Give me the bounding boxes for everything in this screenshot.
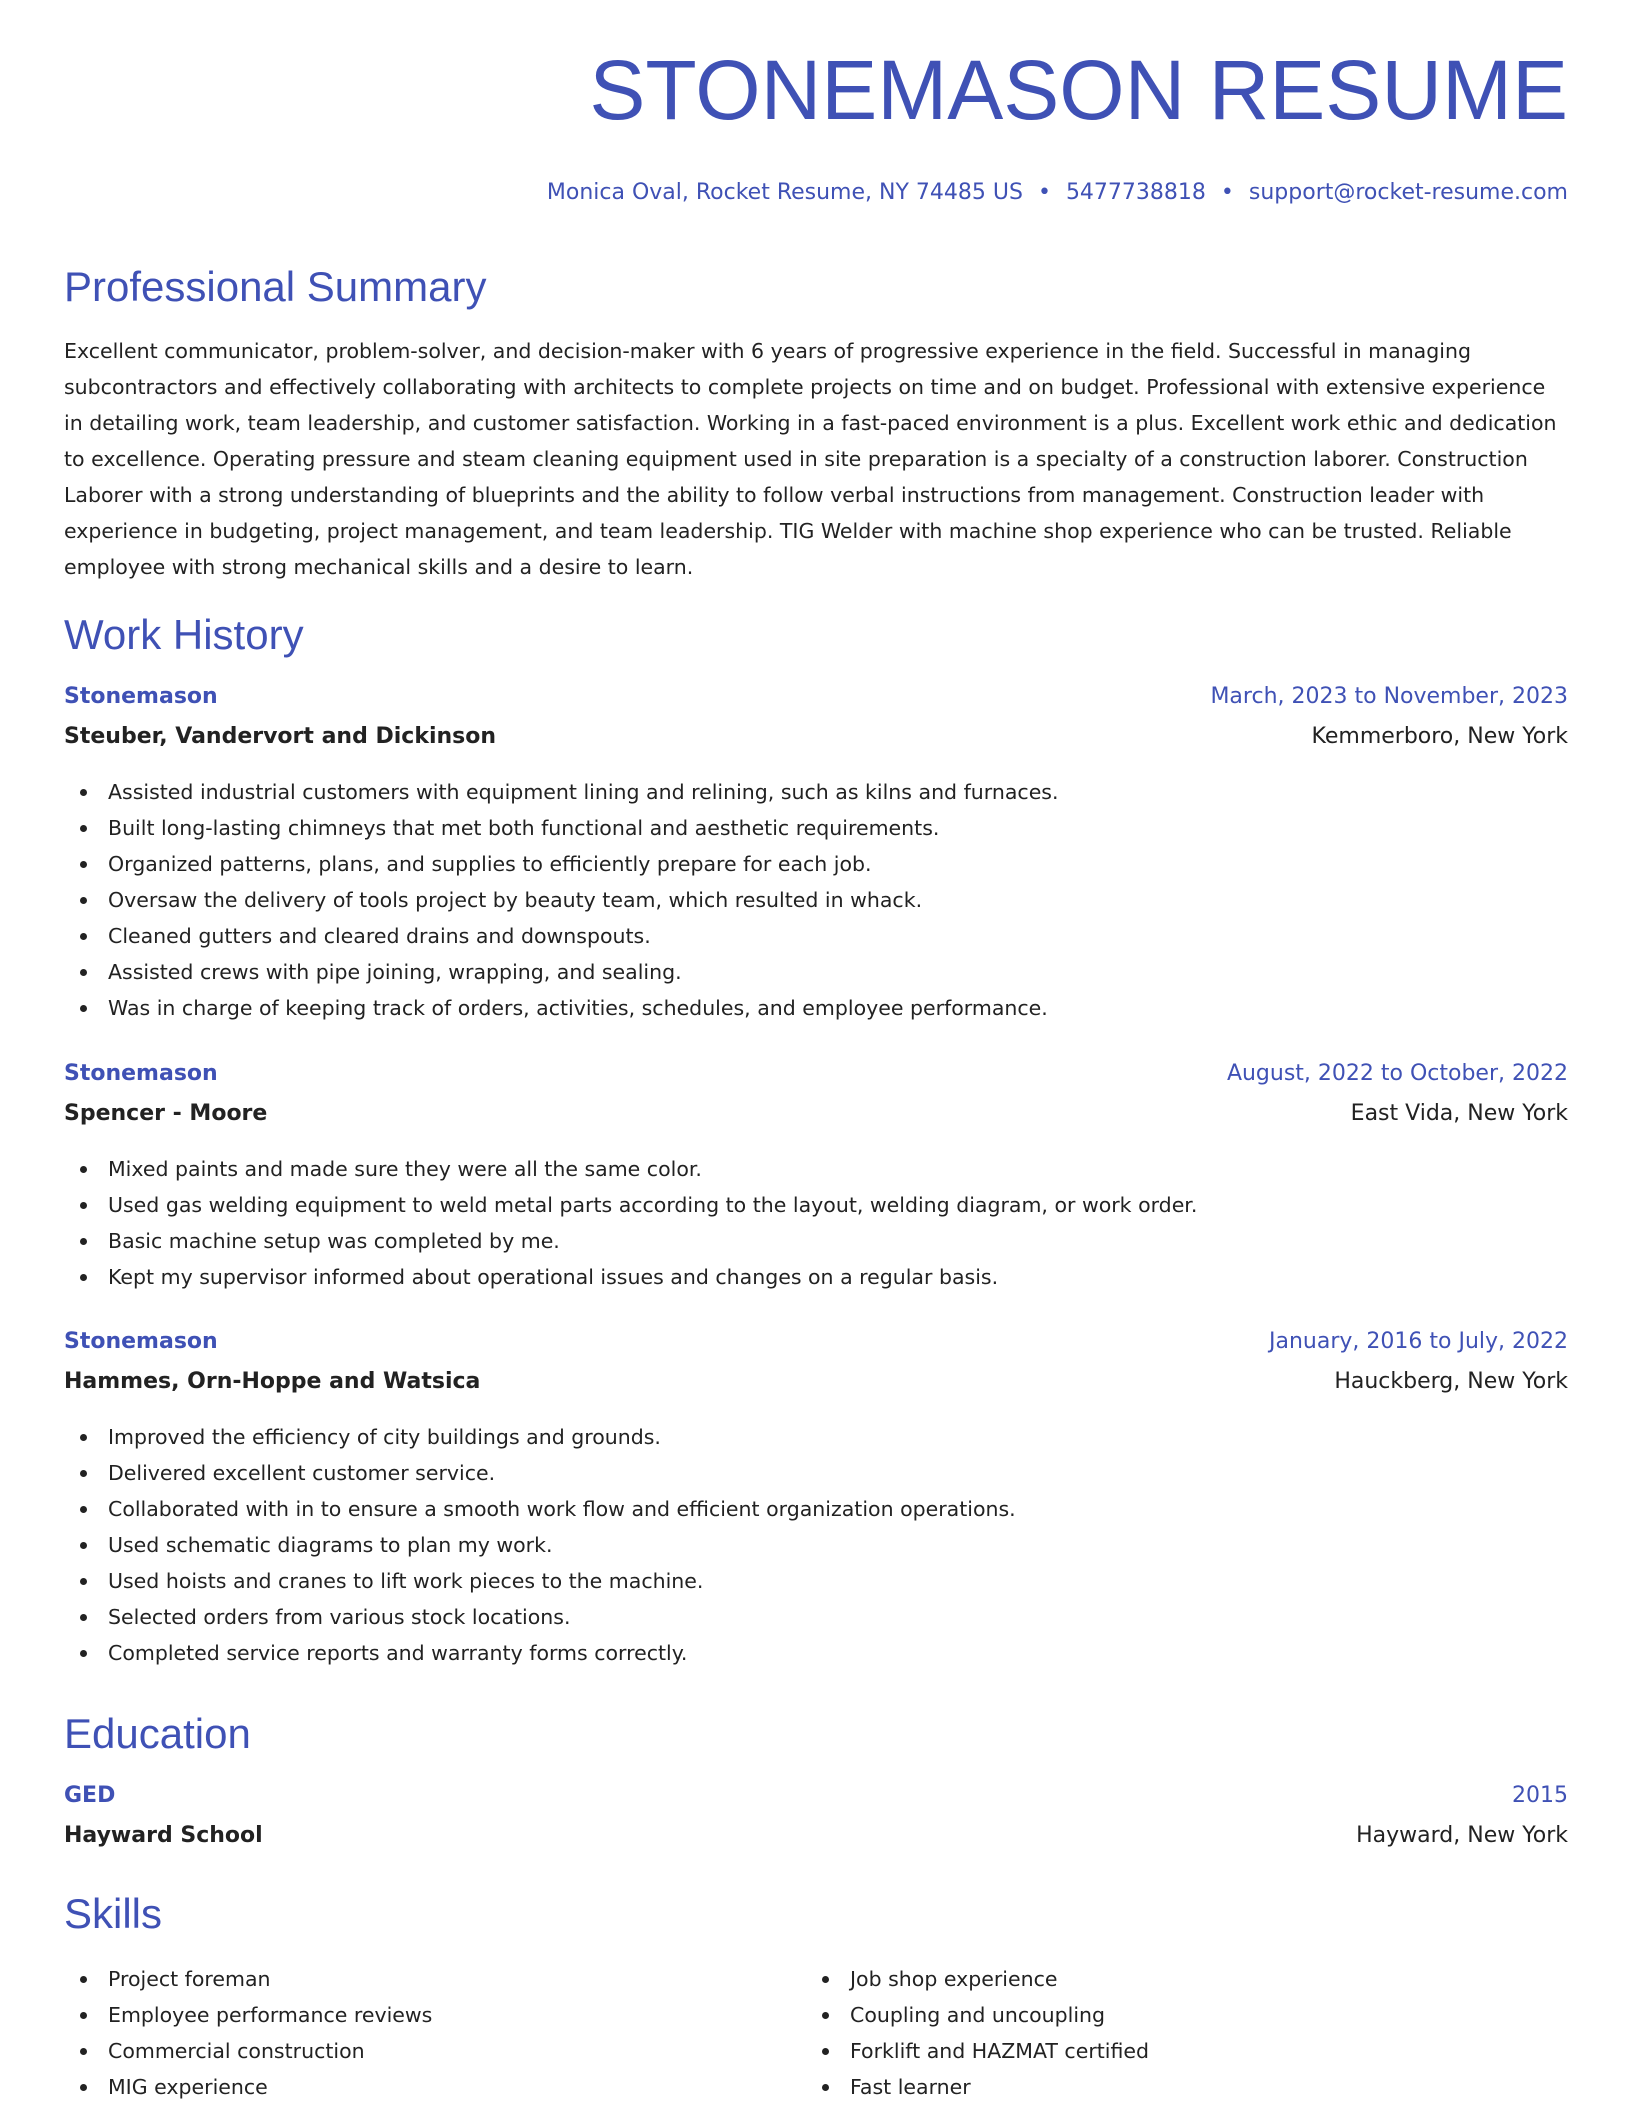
job-header: [64, 684, 1568, 716]
list-item: Kept my supervisor informed about operational issues and changes on a regular basis.: [64, 1259, 1568, 1295]
list-item: Improved the efficiency of city buildings and grounds.: [64, 1419, 1568, 1455]
job-company: Spencer - Moore: [64, 1101, 268, 1126]
education-school-row: [64, 1823, 1568, 1855]
education-header: [64, 1783, 1568, 1815]
list-item: Used hoists and cranes to lift work pieces to the machine.: [64, 1563, 1568, 1599]
list-item: Completed service reports and warranty forms correctly.: [64, 1635, 1568, 1671]
list-item: Built long-lasting chimneys that met both functional and aesthetic requirements.: [64, 810, 1568, 846]
job-location: Kemmerboro, New York: [1311, 724, 1568, 749]
list-item: Used gas welding equipment to weld metal parts according to the layout, welding diagram, or work order.: [64, 1187, 1568, 1223]
education-heading: Education: [64, 1710, 251, 1757]
job-dates: March, 2023 to November, 2023: [1210, 684, 1568, 709]
contact-phone[interactable]: 5477738818: [1065, 180, 1206, 205]
job-bullets: [64, 774, 1568, 1026]
skill-item: Fast learner: [806, 2069, 1506, 2105]
list-item: Oversaw the delivery of tools project by beauty team, which resulted in whack.: [64, 882, 1568, 918]
job-title: Stonemason: [64, 1329, 218, 1354]
list-item: Delivered excellent customer service.: [64, 1455, 1568, 1491]
education-degree: GED: [64, 1783, 116, 1808]
contact-line: [547, 180, 1568, 205]
education-year: 2015: [1512, 1783, 1568, 1808]
skill-item: Project foreman: [64, 1961, 764, 1997]
skill-item: Forklift and HAZMAT certified: [806, 2033, 1506, 2069]
list-item: Was in charge of keeping track of orders, activities, schedules, and employee performance.: [64, 990, 1568, 1026]
list-item: Assisted crews with pipe joining, wrapping, and sealing.: [64, 954, 1568, 990]
list-item: Cleaned gutters and cleared drains and downspouts.: [64, 918, 1568, 954]
skills-list-left: [64, 1961, 764, 2105]
work-history-heading: Work History: [64, 611, 304, 658]
job-dates: January, 2016 to July, 2022: [1269, 1329, 1568, 1354]
education-school: Hayward School: [64, 1823, 263, 1848]
skill-item: MIG experience: [64, 2069, 764, 2105]
list-item: Mixed paints and made sure they were all the same color.: [64, 1151, 1568, 1187]
list-item: Used schematic diagrams to plan my work.: [64, 1527, 1568, 1563]
job-company-row: [64, 1101, 1568, 1133]
job-title: Stonemason: [64, 684, 218, 709]
job-company: Hammes, Orn-Hoppe and Watsica: [64, 1369, 481, 1394]
contact-email[interactable]: support@rocket-resume.com: [1248, 180, 1568, 205]
list-item: Organized patterns, plans, and supplies to efficiently prepare for each job.: [64, 846, 1568, 882]
job-header: [64, 1061, 1568, 1093]
resume-title: STONEMASON RESUME: [589, 43, 1568, 137]
job-company-row: [64, 724, 1568, 756]
job-bullets: [64, 1419, 1568, 1671]
job-title: Stonemason: [64, 1061, 218, 1086]
skill-item: Employee performance reviews: [64, 1997, 764, 2033]
list-item: Collaborated with in to ensure a smooth work flow and efficient organization operations.: [64, 1491, 1568, 1527]
job-location: East Vida, New York: [1350, 1101, 1568, 1126]
list-item: Basic machine setup was completed by me.: [64, 1223, 1568, 1259]
job-dates: August, 2022 to October, 2022: [1226, 1061, 1568, 1086]
job-company-row: [64, 1369, 1568, 1401]
job-bullets: [64, 1151, 1568, 1295]
skills-heading: Skills: [64, 1890, 163, 1937]
skill-item: Coupling and uncoupling: [806, 1997, 1506, 2033]
list-item: Assisted industrial customers with equipment lining and relining, such as kilns and furnaces.: [64, 774, 1568, 810]
contact-address: Monica Oval, Rocket Resume, NY 74485 US: [546, 180, 1023, 205]
skill-item: Job shop experience: [806, 1961, 1506, 1997]
job-company: Steuber, Vandervort and Dickinson: [64, 724, 497, 749]
summary-text: Excellent communicator, problem-solver, and decision-maker with 6 years of progressive experience in the field. Successful in managing subcontractors and effectively collaborating with architects to complete projects on time and on budget. Professional with extensive experience in detailing work, team leadership, and customer satisfaction. Working in a fast-paced environment is a plus. Excellent work ethic and dedication to excellence. Operating pressure and steam cleaning equipment used in site preparation is a specialty of a construction laborer. Construction Laborer with a strong understanding of blueprints and the ability to follow verbal instructions from management. Construction leader with experience in budgeting, project management, and team leadership. TIG Welder with machine shop experience who can be trusted. Reliable employee with strong mechanical skills and a desire to learn.: [64, 339, 1557, 579]
education-location: Hayward, New York: [1356, 1823, 1568, 1848]
contact-separator: •: [1220, 180, 1234, 205]
contact-separator: •: [1037, 180, 1051, 205]
skills-list-right: [806, 1961, 1506, 2105]
job-location: Hauckberg, New York: [1334, 1369, 1568, 1394]
list-item: Selected orders from various stock locations.: [64, 1599, 1568, 1635]
skill-item: Commercial construction: [64, 2033, 764, 2069]
summary-heading: Professional Summary: [64, 263, 487, 310]
job-header: [64, 1329, 1568, 1361]
